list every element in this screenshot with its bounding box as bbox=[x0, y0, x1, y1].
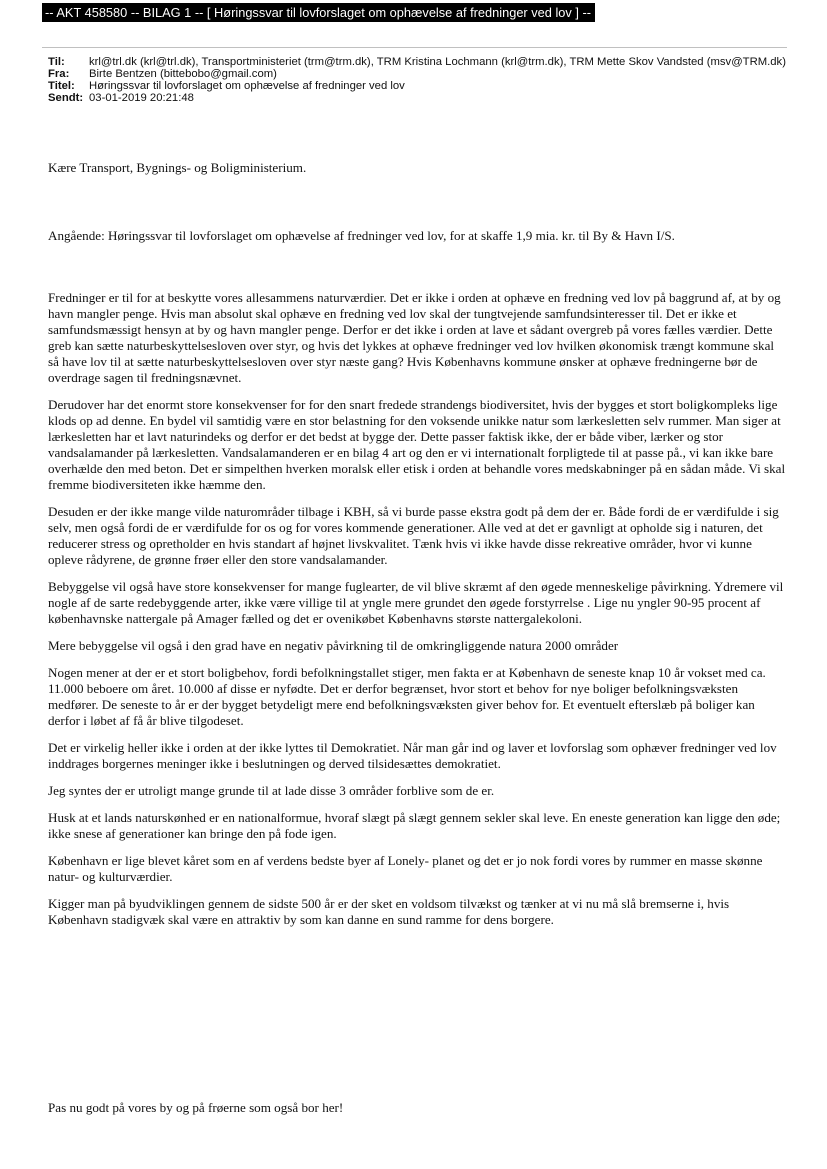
header-row-title bbox=[48, 80, 788, 92]
paragraph: Nogen mener at der er et stort boligbehov, fordi befolkningstallet stiger, men fakta er at København de seneste knap 10 år vokset med ca. 11.000 beboere om året. 10.000 af disse er nyfødte. Det er derfor begrænset, hvor stort et behov for nye boliger befolkningsvæksten medfører. De seneste to år er der bygget betydeligt mere end befolkningsvæksten giver behov for. Et eventuelt efterslæb på boliger kan derfor i løbet af få år blive tilgodeset. bbox=[48, 665, 766, 728]
closing-line: Pas nu godt på vores by og på frøerne som også bor her! bbox=[48, 1100, 344, 1115]
paragraphs bbox=[48, 290, 786, 939]
sent-label: Sendt: bbox=[48, 92, 84, 104]
paragraph: Bebyggelse vil også have store konsekvenser for mange fuglearter, de vil blive skræmt af den øgede menneskelige påvirkning. Ydremere vil nogle af de sarte redebyggende arter, ikke være villige til at yngle mere grundet den øgede forstyrrelse . Lige nu yngler 90-95 procent af københavnske nattergale på Amager fælled og det er ovenikøbet Københavns største nattergalekoloni. bbox=[48, 579, 784, 626]
from-label: Fra: bbox=[48, 68, 70, 80]
paragraph: København er lige blevet kåret som en af verdens bedste byer af Lonely- planet og det er jo nok fordi vores by rummer en masse skønne natur- og kulturværdier. bbox=[48, 853, 763, 884]
header-row-sent bbox=[48, 92, 788, 104]
paragraph: Kigger man på byudviklingen gennem de sidste 500 år er der sket en voldsom tilvækst og tænker at vi nu må slå bremserne i, hvis København stadigvæk skal være en attraktiv by som kan danne en sund ramme for dens borgere. bbox=[48, 896, 730, 927]
paragraph: Husk at et lands naturskønhed er en nationalformue, hvoraf slægt på slægt gennem sekler skal leve. En eneste generation kan ligge den øde; ikke snese af generationer kan bringe den på fode igen. bbox=[48, 810, 781, 841]
header-row-from bbox=[48, 68, 788, 80]
paragraph: Mere bebyggelse vil også i den grad have en negativ påvirkning til de omkringliggende natura 2000 områder bbox=[48, 638, 619, 653]
header-row-to bbox=[48, 56, 788, 68]
sent-value: 03-01-2019 20:21:48 bbox=[89, 92, 194, 104]
from-value: Birte Bentzen (bittebobo@gmail.com) bbox=[89, 68, 277, 80]
paragraph: Desuden er der ikke mange vilde naturområder tilbage i KBH, så vi burde passe ekstra godt på dem der er. Både fordi de er værdifulde i sig selv, men også fordi de er værdifulde for os og for vores kommende generationer. Alle ved at det er gavnligt at opholde sig i naturen, det reducerer stress og opretholder en hvis standart af højnet livskvalitet. Tænk hvis vi ikke havde disse rekreative områder, hvor vi kunne opleve rådyrene, de grønne frøer eller den store vandsalamander. bbox=[48, 504, 779, 567]
to-label: Til: bbox=[48, 56, 65, 68]
paragraph: Fredninger er til for at beskytte vores allesammens naturværdier. Det er ikke i orden at ophæve en fredning ved lov på baggrund af, at by og havn mangler penge. Hvis man absolut skal ophæve en fredning ved lov skal der tungtvejende samfundsinteresser til. Det er ikke et samfundsmæssigt hensyn at by og havn mangler penge. Derfor er det ikke i orden at lave et sådant overgreb på vores fælles værdier. Dette greb kan sætte naturbeskyttelsesloven over styr, og hvis det lykkes at ophæve fredninger ved lov hvilken økonomisk trængt kommune skal så have lov til at sætte naturbeskyttelsesloven over styr næste gang? Hvis Københavns kommune ønsker at ophæve fredningerne bør de overdrage sagen til fredningsnævnet. bbox=[48, 290, 781, 385]
title-label: Titel: bbox=[48, 80, 75, 92]
title-value: Høringssvar til lovforslaget om ophævelse af fredninger ved lov bbox=[89, 80, 405, 92]
header-divider bbox=[42, 47, 787, 48]
greeting: Kære Transport, Bygnings- og Boligministerium. bbox=[48, 160, 307, 175]
paragraph: Det er virkelig heller ikke i orden at der ikke lyttes til Demokratiet. Når man går ind og laver et lovforslag som ophæver fredninger ved lov inddrages borgernes meninger ikke i beslutningen og derved tilsidesættes demokratiet. bbox=[48, 740, 777, 771]
paragraph: Derudover har det enormt store konsekvenser for for den snart fredede strandengs biodiversitet, hvis der bygges et stort boligkompleks lige klods op ad denne. En bydel vil samtidig være en stor belastning for den voksende unikke natur som lærkesletten selv rummer. Man siger at lærkesletten har et lavt naturindeks og derfor er det bedst at bygge der. Dette passer faktisk ikke, der er både viber, lærker og stor vandsalamander på lærkesletten. Vandsalamanderen er en bilag 4 art og den er vi internationalt forpligtede til at passe på., vi kan ikke bare overhælde den med beton. Det er simpelthen hverken moralsk eller etisk i orden at behandle vores medskabninger på en sådan måde. Vi skal fremme biodiversiteten ikke hæmme den. bbox=[48, 397, 786, 492]
to-value: krl@trl.dk (krl@trl.dk), Transportministeriet (trm@trm.dk), TRM Kristina Lochmann (krl@trm.dk), TRM Mette Skov Vandsted (msv@TRM.dk) bbox=[89, 56, 786, 68]
subject-line: Angående: Høringssvar til lovforslaget om ophævelse af fredninger ved lov, for at skaffe 1,9 mia. kr. til By & Havn I/S. bbox=[48, 228, 675, 243]
email-header bbox=[48, 56, 788, 104]
document-banner: -- AKT 458580 -- BILAG 1 -- [ Høringssvar til lovforslaget om ophævelse af fredninger ved lov ] -- bbox=[42, 3, 595, 22]
paragraph: Jeg syntes der er utroligt mange grunde til at lade disse 3 områder forblive som de er. bbox=[48, 783, 495, 798]
